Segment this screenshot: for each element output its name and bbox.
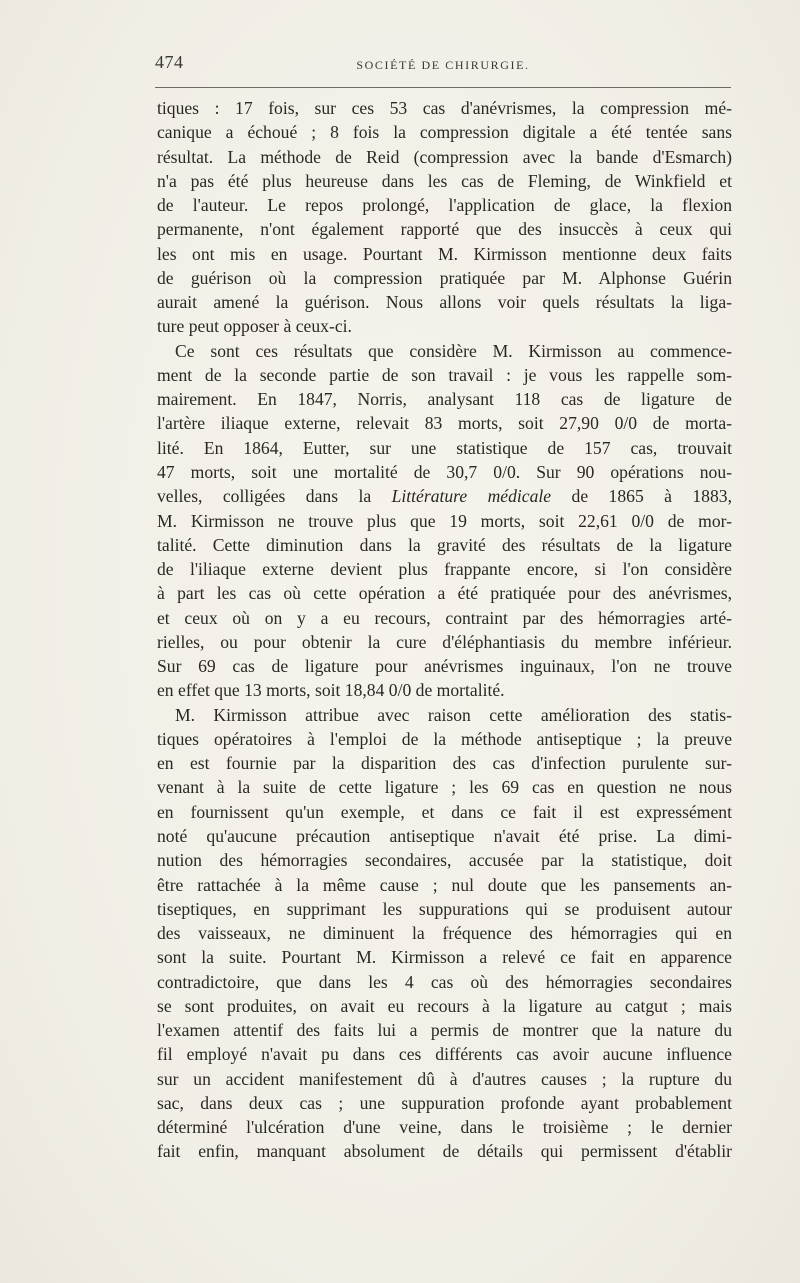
text-line: noté qu'aucune précaution antiseptique n'avait été prise. La dimi- xyxy=(157,825,732,846)
text-line: de guérison où la compression pratiquée par M. Alphonse Guérin xyxy=(157,267,732,288)
text-line: en effet que 13 morts, soit 18,84 0/0 de mortalité. xyxy=(157,680,505,701)
text-line: permanente, n'ont également rapporté que des insuccès à ceux qui xyxy=(157,219,732,240)
text-line: M. Kirmisson attribue avec raison cette amélioration des statis- xyxy=(175,704,732,725)
running-head xyxy=(155,50,731,80)
text-line: sont la suite. Pourtant M. Kirmisson a relevé ce fait en apparence xyxy=(157,947,732,968)
header-rule xyxy=(155,87,731,88)
text-line: contradictoire, que dans les 4 cas où des hémorragies secondaires xyxy=(157,971,732,992)
text-line: tiques opératoires à l'emploi de la méthode antiseptique ; la preuve xyxy=(157,728,732,749)
text-line: et ceux où on y a eu recours, contraint par des hémorragies arté- xyxy=(157,607,732,628)
text-line: fil employé n'avait pu dans ces différents cas avoir aucune influence xyxy=(157,1044,732,1065)
text-line: l'artère iliaque externe, relevait 83 morts, soit 27,90 0/0 de morta- xyxy=(157,413,732,434)
text-line: canique a échoué ; 8 fois la compression digitale a été tentée sans xyxy=(157,122,732,143)
text-line: être rattachée à la même cause ; nul doute que les pansements an- xyxy=(157,874,732,895)
text-line: en fournissent qu'un exemple, et dans ce fait il est expressément xyxy=(157,801,732,822)
text-line: aurait amené la guérison. Nous allons voir quels résultats la liga- xyxy=(157,292,732,313)
text-line: déterminé l'ulcération d'une veine, dans le troisième ; le dernier xyxy=(157,1117,732,1138)
text-line: lité. En 1864, Eutter, sur une statistique de 157 cas, trouvait xyxy=(157,437,732,458)
text-line: venant à la suite de cette ligature ; les 69 cas en question ne nous xyxy=(157,777,732,798)
text-line: sur un accident manifestement dû à d'autres causes ; la rupture du xyxy=(157,1068,732,1089)
text-line: fait enfin, manquant absolument de détails qui permissent d'établir xyxy=(157,1141,732,1162)
text-line: en est fournie par la disparition des cas d'infection purulente sur- xyxy=(157,753,732,774)
text-line: les ont mis en usage. Pourtant M. Kirmisson mentionne deux faits xyxy=(157,243,732,264)
text-line: tiques : 17 fois, sur ces 53 cas d'anévrismes, la compression mé- xyxy=(157,98,732,118)
text-line: des vaisseaux, ne diminuent la fréquence des hémorragies qui en xyxy=(157,923,732,944)
italic-title: Littérature médicale xyxy=(391,486,552,507)
text-line: nution des hémorragies secondaires, accusée par la statistique, doit xyxy=(157,850,732,871)
body-text xyxy=(157,96,732,1164)
text-line: M. Kirmisson ne trouve plus que 19 morts, soit 22,61 0/0 de mor- xyxy=(157,510,732,531)
text-line: ture peut opposer à ceux-ci. xyxy=(157,316,352,337)
text-line: mairement. En 1847, Norris, analysant 118 cas de ligature de xyxy=(157,389,732,410)
text-line: à part les cas où cette opération a été pratiquée pour des anévrismes, xyxy=(157,583,732,604)
text-line: n'a pas été plus heureuse dans les cas de Fleming, de Winkfield et xyxy=(157,170,732,191)
text-line: l'examen attentif des faits lui a permis de montrer que la nature du xyxy=(157,1020,732,1041)
text-line-mixed xyxy=(157,484,732,508)
text-line: de l'iliaque externe devient plus frappante encore, si l'on considère xyxy=(157,559,732,580)
text-line: de l'auteur. Le repos prolongé, l'application de glace, la flexion xyxy=(157,195,732,216)
text-line: 47 morts, soit une mortalité de 30,7 0/0. Sur 90 opérations nou- xyxy=(157,461,732,482)
text-line: tiseptiques, en supprimant les suppurations qui se produisent autour xyxy=(157,898,732,919)
text-line: rielles, ou pour obtenir la cure d'éléphantiasis du membre inférieur. xyxy=(157,631,732,652)
text-line: talité. Cette diminution dans la gravité des résultats de la ligature xyxy=(157,534,732,555)
text-line: Ce sont ces résultats que considère M. Kirmisson au commence- xyxy=(175,340,732,361)
text-segment: de 1865 à 1883, xyxy=(571,486,732,507)
running-title: SOCIÉTÉ DE CHIRURGIE. xyxy=(356,58,530,72)
text-line: ment de la seconde partie de son travail : je vous les rappelle som- xyxy=(157,364,732,385)
text-line: se sont produites, on avait eu recours à la ligature au catgut ; mais xyxy=(157,995,732,1016)
page-number: 474 xyxy=(155,52,184,72)
text-segment: velles, colligées dans la xyxy=(157,486,372,507)
text-line: résultat. La méthode de Reid (compression avec la bande d'Esmarch) xyxy=(157,146,732,167)
text-line: sac, dans deux cas ; une suppuration profonde ayant probablement xyxy=(157,1092,732,1113)
text-line: Sur 69 cas de ligature pour anévrismes inguinaux, l'on ne trouve xyxy=(157,656,732,677)
